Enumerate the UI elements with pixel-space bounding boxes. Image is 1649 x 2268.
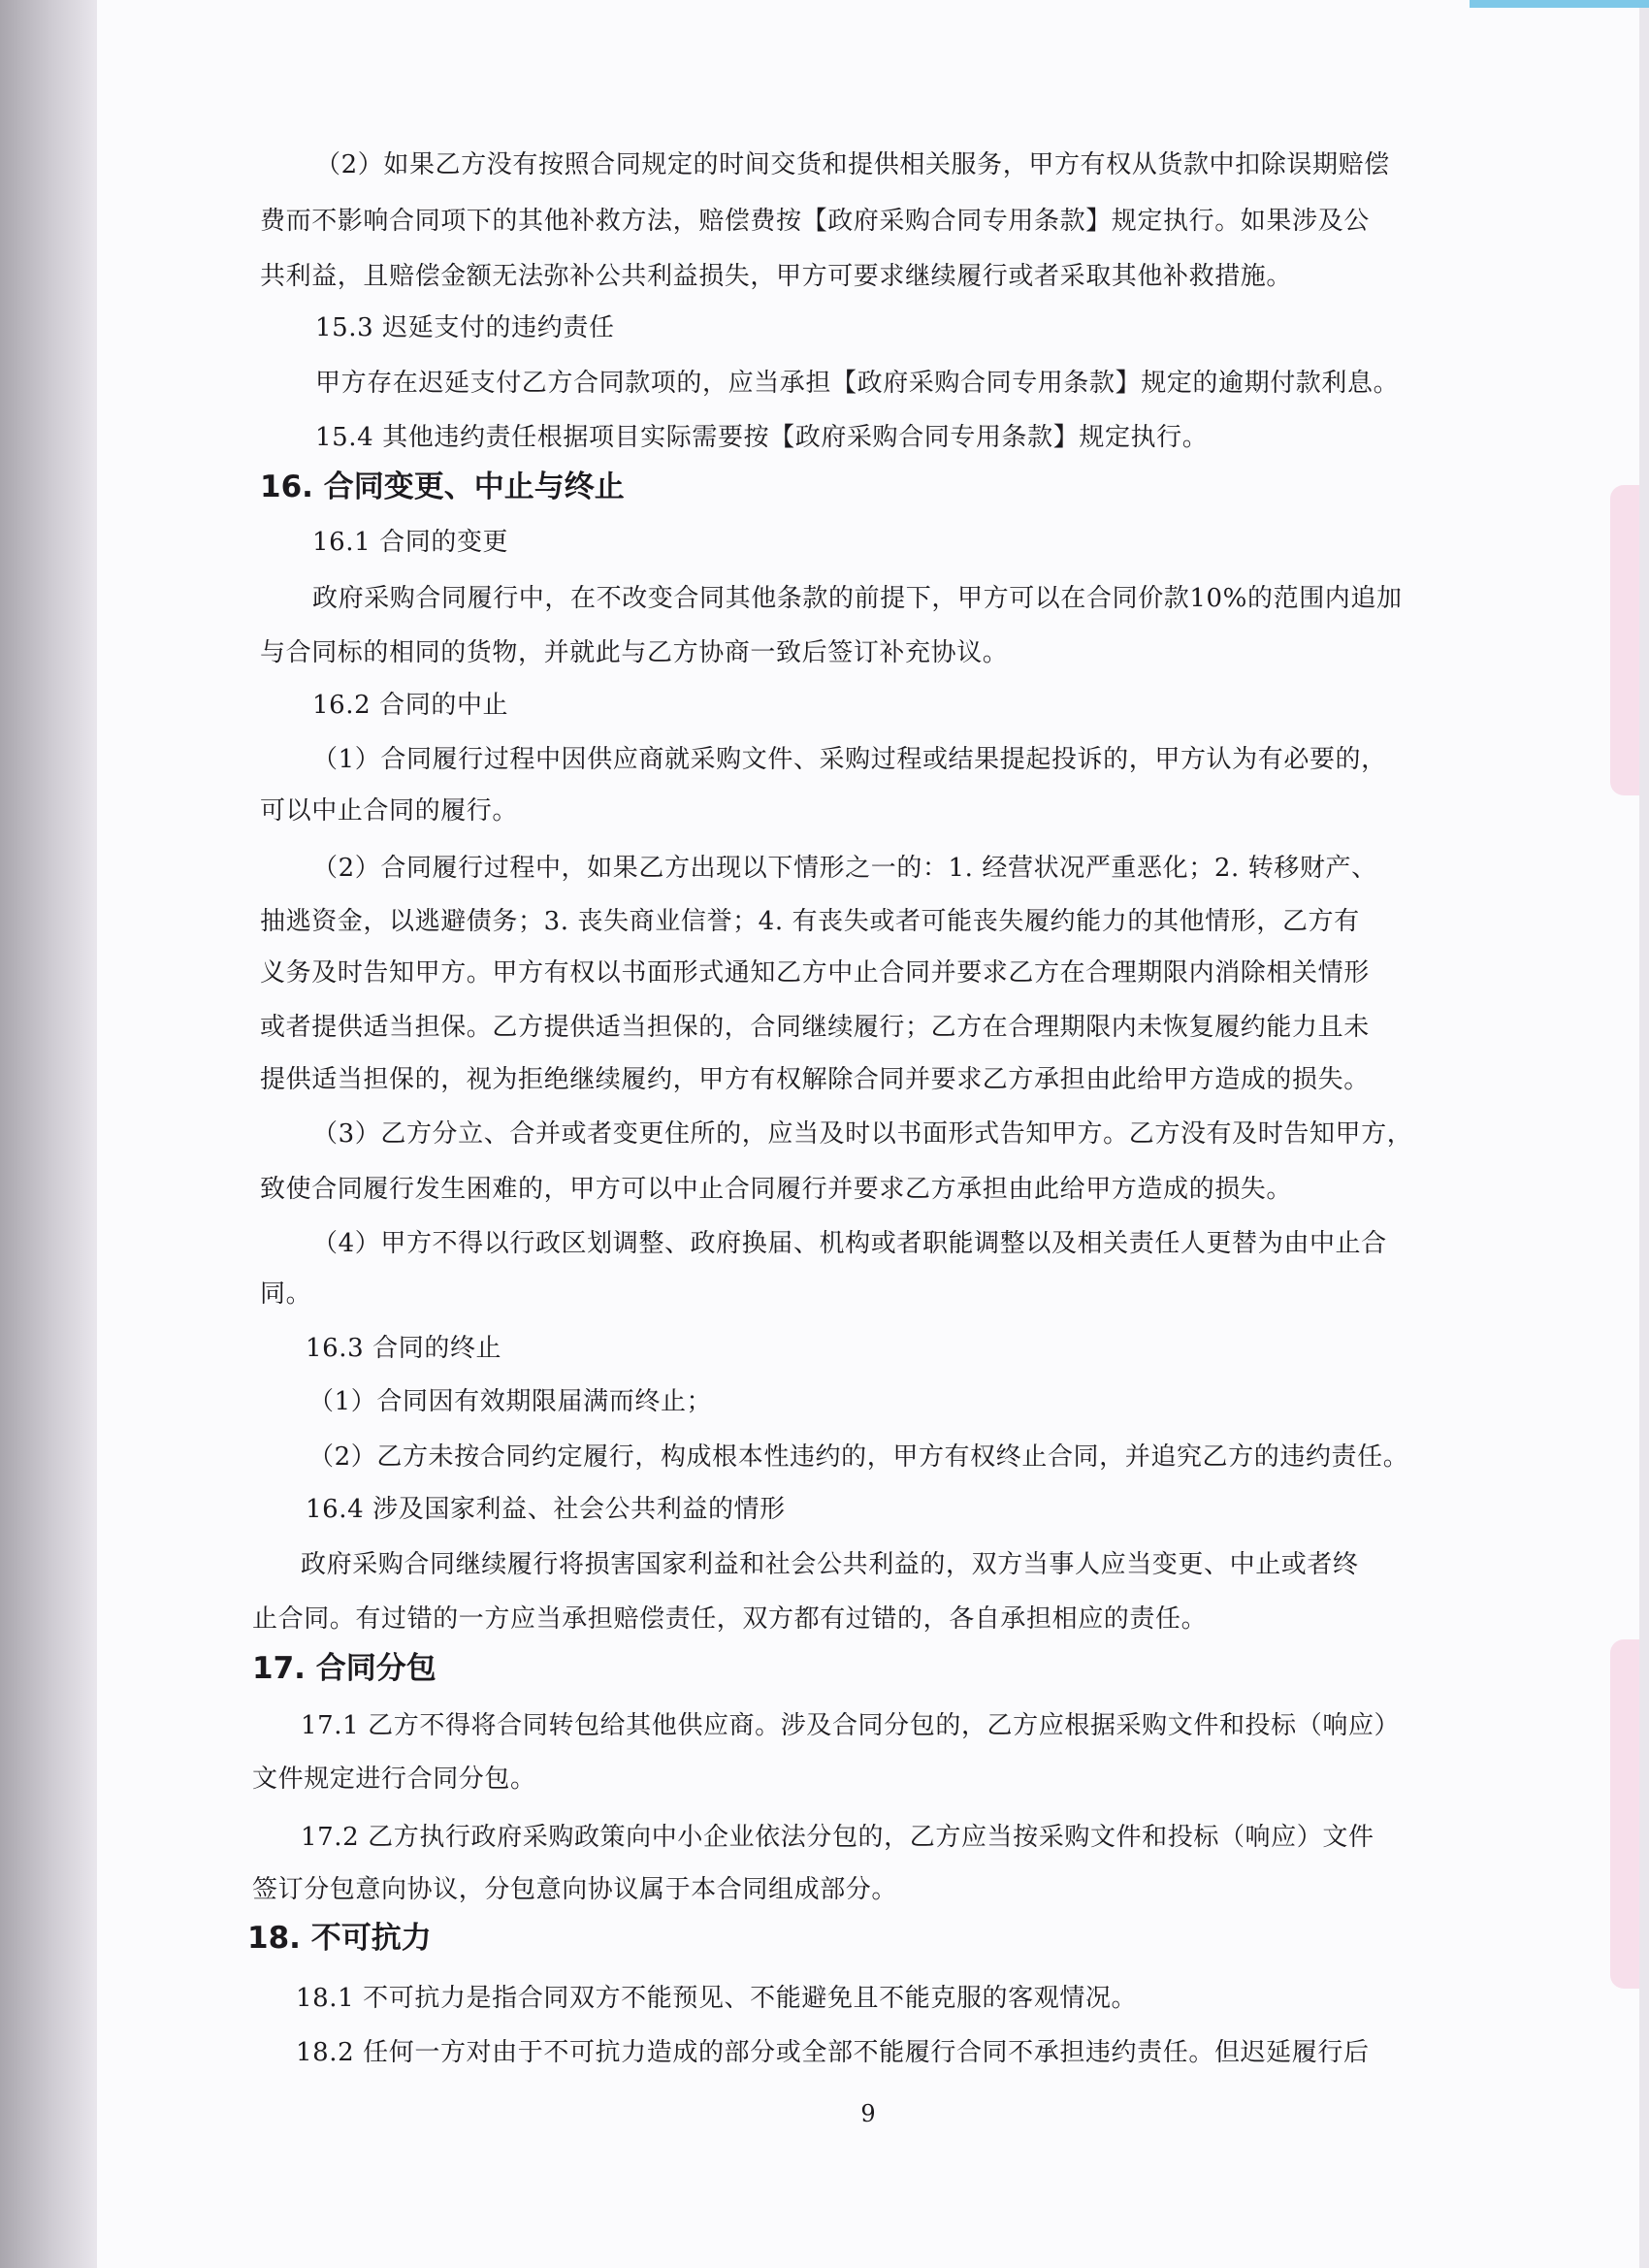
text-line: （1）合同因有效期限届满而终止； bbox=[308, 1387, 713, 1416]
text-line: 16.1 合同的变更 bbox=[312, 528, 509, 557]
text-line: （1）合同履行过程中因供应商就采购文件、采购过程或结果提起投诉的，甲方认为有必要的， bbox=[312, 745, 1387, 774]
page-number: 9 bbox=[860, 2100, 876, 2127]
document-page bbox=[97, 0, 1639, 2268]
text-line: 政府采购合同继续履行将损害国家利益和社会公共利益的，双方当事人应当变更、中止或者终 bbox=[301, 1550, 1359, 1579]
text-line: 提供适当担保的，视为拒绝继续履约，甲方有权解除合同并要求乙方承担由此给甲方造成的损失。 bbox=[260, 1065, 1370, 1094]
binding-shadow bbox=[0, 0, 97, 2268]
text-line: 签订分包意向协议，分包意向协议属于本合同组成部分。 bbox=[252, 1875, 898, 1904]
text-line: 文件规定进行合同分包。 bbox=[252, 1765, 536, 1794]
section-heading: 17. 合同分包 bbox=[252, 1651, 436, 1686]
text-line: 或者提供适当担保。乙方提供适当担保的，合同继续履行；乙方在合理期限内未恢复履约能力且未 bbox=[260, 1013, 1370, 1042]
text-line: 致使合同履行发生困难的，甲方可以中止合同履行并要求乙方承担由此给甲方造成的损失。 bbox=[260, 1175, 1293, 1204]
text-line: 与合同标的相同的货物，并就此与乙方协商一致后签订补充协议。 bbox=[260, 638, 1009, 667]
text-line: 17.2 乙方执行政府采购政策向中小企业依法分包的，乙方应当按采购文件和投标（响应）文件 bbox=[301, 1823, 1374, 1852]
text-line: 16.2 合同的中止 bbox=[312, 691, 509, 720]
page-content bbox=[97, 0, 1639, 2268]
text-line: 止合同。有过错的一方应当承担赔偿责任，双方都有过错的，各自承担相应的责任。 bbox=[252, 1604, 1208, 1634]
text-line: 17.1 乙方不得将合同转包给其他供应商。涉及合同分包的，乙方应根据采购文件和投标（响应） bbox=[301, 1711, 1401, 1740]
text-line: （2）如果乙方没有按照合同规定的时间交货和提供相关服务，甲方有权从货款中扣除误期赔偿 bbox=[315, 150, 1390, 179]
text-line: 义务及时告知甲方。甲方有权以书面形式通知乙方中止合同并要求乙方在合理期限内消除相关情形 bbox=[260, 958, 1370, 988]
text-line: 共利益，且赔偿金额无法弥补公共利益损失，甲方可要求继续履行或者采取其他补救措施。 bbox=[260, 262, 1293, 291]
text-line: 18.1 不可抗力是指合同双方不能预见、不能避免且不能克服的客观情况。 bbox=[296, 1984, 1138, 2013]
text-line: 同。 bbox=[260, 1280, 312, 1309]
text-line: 16.3 合同的终止 bbox=[306, 1334, 502, 1363]
text-line: （3）乙方分立、合并或者变更住所的，应当及时以书面形式告知甲方。乙方没有及时告知甲方， bbox=[312, 1119, 1413, 1149]
text-line: 政府采购合同履行中，在不改变合同其他条款的前提下，甲方可以在合同价款10%的范围内追加 bbox=[312, 584, 1403, 613]
text-line: 可以中止合同的履行。 bbox=[260, 796, 519, 826]
text-line: 15.3 迟延支付的违约责任 bbox=[315, 313, 615, 342]
section-heading: 16. 合同变更、中止与终止 bbox=[260, 470, 625, 504]
text-line: （4）甲方不得以行政区划调整、政府换届、机构或者职能调整以及相关责任人更替为由中止合 bbox=[312, 1229, 1387, 1258]
text-line: 甲方存在迟延支付乙方合同款项的，应当承担【政府采购合同专用条款】规定的逾期付款利息。 bbox=[315, 369, 1400, 398]
text-line: 15.4 其他违约责任根据项目实际需要按【政府采购合同专用条款】规定执行。 bbox=[315, 423, 1209, 452]
text-line: 费而不影响合同项下的其他补救方法，赔偿费按【政府采购合同专用条款】规定执行。如果涉及公 bbox=[260, 207, 1370, 236]
text-line: （2）乙方未按合同约定履行，构成根本性违约的，甲方有权终止合同，并追究乙方的违约责任。 bbox=[308, 1442, 1409, 1472]
text-line: 18.2 任何一方对由于不可抗力造成的部分或全部不能履行合同不承担违约责任。但迟延履行后 bbox=[296, 2038, 1370, 2067]
section-heading: 18. 不可抗力 bbox=[247, 1921, 432, 1956]
text-line: 抽逃资金，以逃避债务；3. 丧失商业信誉；4. 有丧失或者可能丧失履约能力的其他情形，乙方有 bbox=[260, 907, 1360, 936]
text-line: 16.4 涉及国家利益、社会公共利益的情形 bbox=[306, 1495, 786, 1524]
text-line: （2）合同履行过程中，如果乙方出现以下情形之一的：1. 经营状况严重恶化；2. 转移财产、 bbox=[312, 854, 1377, 883]
